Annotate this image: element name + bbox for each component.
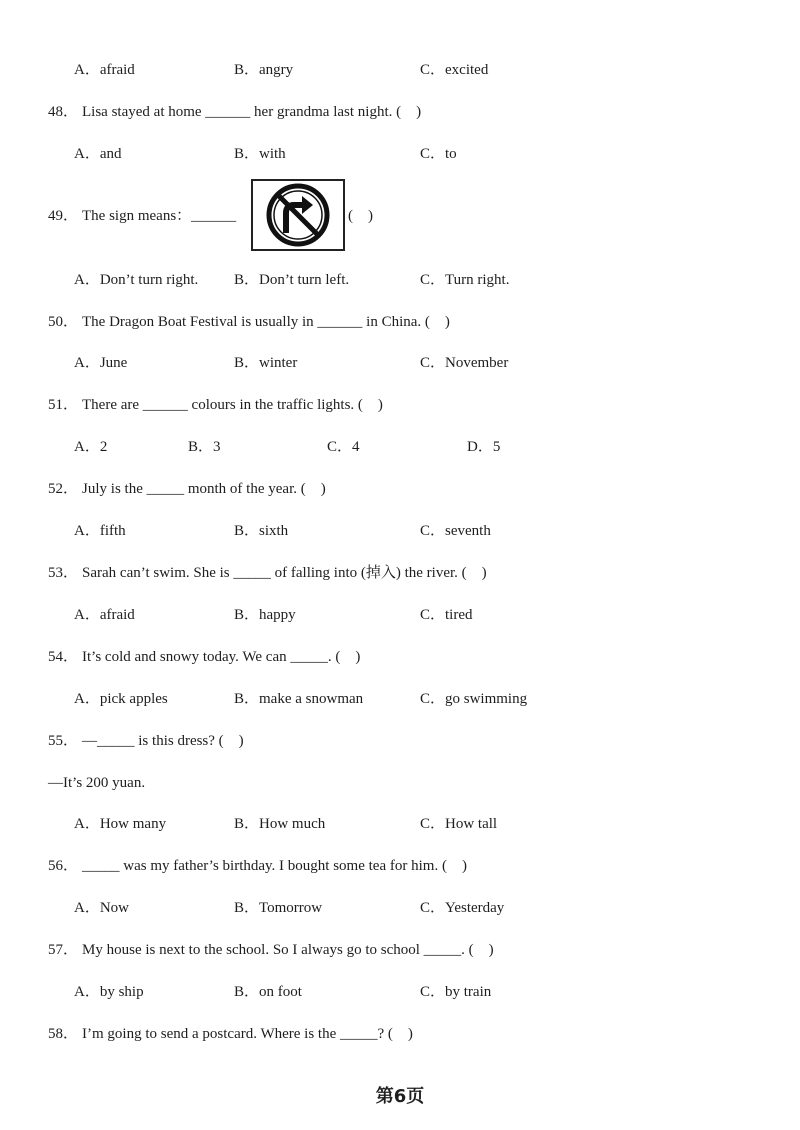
question-number: 49．: [48, 208, 79, 224]
q54-options: [0, 687, 800, 711]
question-number: 48．: [48, 104, 79, 120]
q56-options: [0, 896, 800, 920]
question-text: _____ was my father’s birthday. I bought some tea for him. ( ): [82, 858, 467, 874]
q57-options: [0, 980, 800, 1004]
option-a: A．and: [74, 146, 122, 162]
question-55: [0, 729, 800, 753]
option-b: B．How much: [234, 816, 326, 832]
question-text: July is the _____ month of the year. ( ): [82, 481, 326, 497]
question-56: [0, 854, 800, 878]
answer-bracket: ( ): [348, 208, 373, 224]
question-49: [0, 204, 800, 228]
option-c: C．by train: [420, 984, 492, 1000]
question-number: 57．: [48, 942, 79, 958]
option-a: A．How many: [74, 816, 167, 832]
dialogue-reply: —It’s 200 yuan.: [48, 775, 146, 791]
option-c: C．excited: [420, 62, 489, 78]
option-c: C．How tall: [420, 816, 498, 832]
option-d: D．5: [467, 439, 501, 455]
option-c: C．go swimming: [420, 691, 528, 707]
question-number: 53．: [48, 565, 79, 581]
option-b: B．Don’t turn left.: [234, 272, 350, 288]
question-50: [0, 310, 800, 334]
traffic-sign-image: [251, 179, 345, 251]
question-text: The sign means：______: [82, 208, 237, 224]
q55-options: [0, 812, 800, 836]
option-c: C．to: [420, 146, 457, 162]
question-54: [0, 645, 800, 669]
option-c: C．November: [420, 355, 509, 371]
option-c: C．Yesterday: [420, 900, 505, 916]
question-text: There are ______ colours in the traffic lights. ( ): [82, 397, 383, 413]
question-number: 56．: [48, 858, 79, 874]
q53-options: [0, 603, 800, 627]
option-a: A．fifth: [74, 523, 126, 539]
question-number: 51．: [48, 397, 79, 413]
option-a: A．by ship: [74, 984, 144, 1000]
option-b: B．with: [234, 146, 286, 162]
option-a: A．afraid: [74, 607, 135, 623]
option-a: A．2: [74, 439, 108, 455]
option-a: A．afraid: [74, 62, 135, 78]
option-c: C．4: [327, 439, 360, 455]
option-b: B．winter: [234, 355, 298, 371]
option-a: A．Now: [74, 900, 129, 916]
question-48: [0, 100, 800, 124]
question-text: The Dragon Boat Festival is usually in ______ in China. ( ): [82, 314, 450, 330]
option-b: B．on foot: [234, 984, 302, 1000]
page-number: 第6页: [375, 1086, 425, 1107]
q55-answer-line: [0, 771, 800, 795]
option-c: C．tired: [420, 607, 473, 623]
option-c: C．seventh: [420, 523, 491, 539]
question-text: Lisa stayed at home ______ her grandma last night. ( ): [82, 104, 422, 120]
question-number: 52．: [48, 481, 79, 497]
option-c: C．Turn right.: [420, 272, 510, 288]
question-number: 58．: [48, 1026, 79, 1042]
q47-options: [0, 58, 800, 82]
option-b: B．sixth: [234, 523, 289, 539]
question-text: My house is next to the school. So I always go to school _____. ( ): [82, 942, 494, 958]
option-b: B．happy: [234, 607, 296, 623]
option-b: B．Tomorrow: [234, 900, 323, 916]
option-a: A．Don’t turn right.: [74, 272, 199, 288]
option-b: B．3: [188, 439, 221, 455]
option-b: B．make a snowman: [234, 691, 364, 707]
question-text: Sarah can’t swim. She is _____ of falling into (掉入) the river. ( ): [82, 565, 487, 581]
option-a: A．pick apples: [74, 691, 168, 707]
option-b: B．angry: [234, 62, 294, 78]
question-text: —_____ is this dress? ( ): [82, 733, 244, 749]
question-57: [0, 938, 800, 962]
question-58: [0, 1022, 800, 1046]
q50-options: [0, 351, 800, 375]
q48-options: [0, 142, 800, 166]
question-text: I’m going to send a postcard. Where is the _____? ( ): [82, 1026, 413, 1042]
q51-options: [0, 435, 800, 459]
question-text: It’s cold and snowy today. We can _____. ( ): [82, 649, 361, 665]
question-number: 54．: [48, 649, 79, 665]
question-number: 50．: [48, 314, 79, 330]
question-number: 55．: [48, 733, 79, 749]
no-right-turn-icon: [253, 181, 343, 249]
q49-options: [0, 268, 800, 292]
option-a: A．June: [74, 355, 128, 371]
question-51: [0, 393, 800, 417]
question-52: [0, 477, 800, 501]
q52-options: [0, 519, 800, 543]
question-53: [0, 561, 800, 585]
